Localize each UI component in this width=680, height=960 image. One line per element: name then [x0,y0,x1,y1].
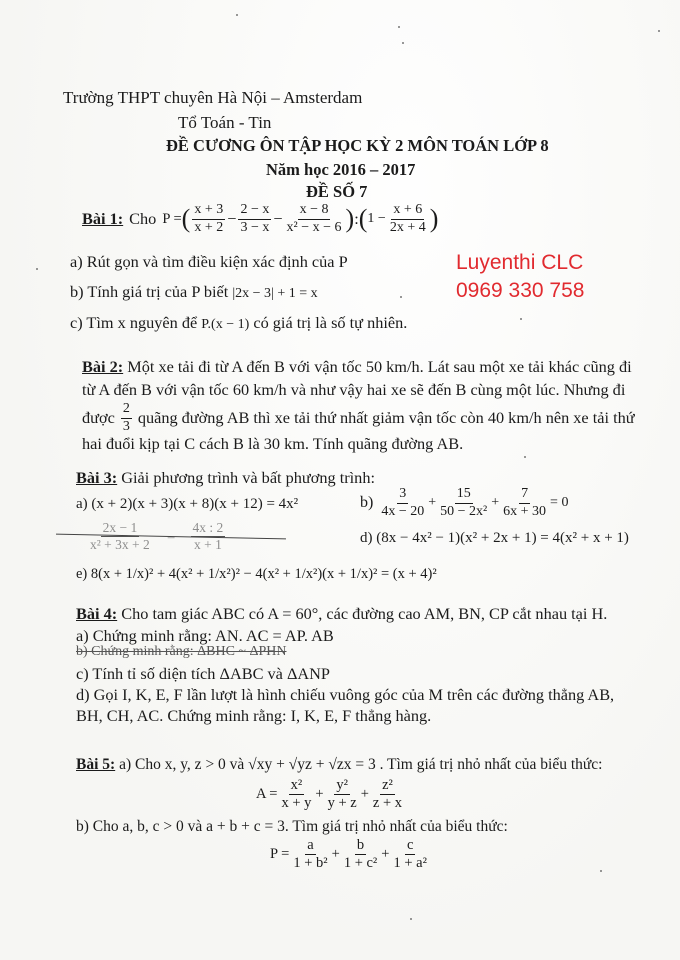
bai3-part-e: e) 8(x + 1/x)² + 4(x² + 1/x²)² − 4(x² + 1/x²)(x + 1/x)² = (x + 4)² [76,566,437,582]
bai4-part-a: a) Chứng minh rằng: AN. AC = AP. AB [76,626,334,645]
frac-den: 3 − x [240,219,270,235]
frac-den: 2x + 4 [389,219,426,235]
school-name: Trường THPT chuyên Hà Nội – Amsterdam [63,88,363,107]
bai3-b-label: b) [360,494,374,512]
bai2-line1 [82,357,632,377]
watermark-brand: Luyenthi CLC [456,251,584,274]
frac-num: y² [334,778,350,795]
bai4-part-d2: BH, CH, AC. Chứng minh rằng: I, K, E, F thẳng hàng. [76,706,432,725]
frac-num: z² [380,778,395,795]
bai1-frac-1 [192,203,225,235]
bai2-text-3a: được [82,408,115,428]
bai5-P-frac2 [342,838,379,871]
document-title: ĐỀ CƯƠNG ÔN TẬP HỌC KỲ 2 MÔN TOÁN LỚP 8 [166,136,549,155]
paper-speck [658,30,660,32]
bai1-frac-3 [285,203,344,235]
frac-num: x² [289,778,305,795]
paper-speck [236,14,238,16]
paper-speck [600,870,602,872]
frac-num: 4x : 2 [191,521,226,537]
bai3-label: Bài 3: [76,468,118,487]
frac-den: 50 − 2x² [440,503,488,519]
bai5-A-frac1 [279,778,313,811]
paper-speck [524,456,526,458]
bai5-part-b-intro: b) Cho a, b, c > 0 và a + b + c = 3. Tìm giá trị nhỏ nhất của biểu thức: [76,818,508,835]
bai5-P-frac3 [391,838,428,871]
bai3-part-d: d) (8x − 4x² − 1)(x² + 2x + 1) = 4(x² + x + 1) [360,530,629,546]
bai4-intro: Cho tam giác ABC có A = 60°, các đường cao AM, BN, CP cắt nhau tại H. [121,604,608,623]
division-sign: : [354,209,359,229]
watermark-phone: 0969 330 758 [456,279,585,302]
bai1-b-expr: |2x − 3| + 1 = x [232,286,318,301]
bai1-frac-4 [388,203,428,235]
bai1-c-expr: P.(x − 1) [201,317,250,332]
frac-den: 6x + 30 [503,503,547,519]
frac-num: b [355,838,366,855]
paper-speck [410,918,412,920]
bai5-expr-P: P = $\frac{a}{\text{1 + b²}}$ + $\frac{b}{\text{1 + c²}}$ + $\frac{c}{\text{1 + a²}}$ [270,837,427,872]
frac-num: 15 [455,487,473,504]
bai4-part-c: c) Tính tỉ số diện tích ΔABC và ΔANP [76,664,330,683]
frac-num: x − 8 [298,203,331,220]
bai5-A-frac3 [371,778,404,811]
frac-den: x² − x − 6 [286,219,342,235]
bai1-header: Bài 1: Cho P = ( $\frac{x + 3}{x + 2}$ − $\frac{2 - x}{3 - x}$ − $\frac{x - 8}{\text{x² − x − 6}}$ ) : ( 1 − $\frac{x + 6}{2x + 4}$ ) [82,202,439,235]
frac-den: x² + 3x + 2 [90,537,150,553]
bai2-line3 [82,402,635,434]
frac-num: 2 − x [238,203,271,220]
bai3-part-a: a) (x + 2)(x + 3)(x + 8)(x + 12) = 4x² [76,496,299,512]
bai2-text-1: Một xe tải đi từ A đến B với vận tốc 50 km/h. Lát sau một xe tải khác cũng đi [127,357,632,376]
bai1-part-c [70,313,407,333]
paren-open: ( [181,204,191,234]
bai5-label: Bài 5: [76,756,116,773]
paren-close: ) [345,204,355,234]
bai3-c-frac1 [88,521,152,552]
bai1-one-minus: 1 − [367,211,386,227]
bai5-part-a-intro [76,756,602,774]
frac-den: 1 + c² [343,855,378,872]
bai3-b-frac2 [438,487,489,519]
paper-speck [400,296,402,298]
frac-den: 3 [122,418,130,434]
frac-num: 2x − 1 [101,521,140,537]
bai5-A-prefix: A = [256,786,278,803]
paper-speck [520,318,522,320]
bai5-P-prefix: P = [270,846,290,863]
frac-den: z + x [372,795,403,812]
bai2-label: Bài 2: [82,357,124,376]
bai1-c-text: c) Tìm x nguyên để [70,313,198,332]
frac-den: x + y [281,795,312,812]
frac-num: c [405,838,415,855]
frac-den: y + z [327,795,357,812]
bai3-header [76,468,375,488]
bai3-b-frac3 [501,487,548,519]
frac-den: x + 1 [193,537,222,553]
bai2-line4: hai đuổi kịp tại C cách B là 30 km. Tính quãng đường AB. [82,434,464,453]
frac-den: x + 2 [194,219,224,235]
bai3-intro: Giải phương trình và bất phương trình: [121,468,375,487]
frac-num: a [305,838,315,855]
bai3-part-c-faded: $\frac{2x - 1}{\text{x² + 3x + 2}}$ – $\frac{4x : 2}{x + 1}$ [90,520,224,553]
bai1-part-b [70,282,318,302]
bai4-part-d1: d) Gọi I, K, E, F lần lượt là hình chiếu vuông góc của M trên các đường thẳng AB, [76,685,615,704]
frac-num: 2 [121,402,132,419]
bai1-c-tail: có giá trị là số tự nhiên. [253,313,408,332]
paren-open: ( [358,204,368,234]
bai5-a-text: a) Cho x, y, z > 0 và √xy + √yz + √zx = 3 . Tìm giá trị nhỏ nhất của biểu thức: [119,756,603,773]
frac-den: 4x − 20 [381,503,425,519]
frac-num: 3 [397,487,408,504]
bai1-part-a: a) Rút gọn và tìm điều kiện xác định của P [70,252,348,271]
school-year: Năm học 2016 – 2017 [266,160,416,179]
bai4-part-b: b) Chứng minh rằng: ΔBHC ~ ΔPHN [76,644,287,659]
bai4-header [76,604,607,624]
department-name: Tổ Toán - Tin [178,113,272,132]
bai5-expr-A: A = $\frac{\text{x²}}{x + y}$ + $\frac{\text{y²}}{y + z}$ + $\frac{\text{z²}}{z + x}$ [256,777,403,812]
bai1-p-prefix: P = [162,210,182,227]
bai1-cho: Cho [129,209,157,229]
frac-den: 1 + a² [393,855,427,872]
bai2-fraction [121,402,132,434]
bai4-label: Bài 4: [76,604,118,623]
paper-speck [36,268,38,270]
exam-number: ĐỀ SỐ 7 [306,182,368,201]
bai1-b-text: b) Tính giá trị của P biết [70,282,229,301]
bai3-b-tail: = 0 [550,495,569,511]
bai3-b-frac1 [379,487,426,519]
paren-close: ) [429,204,439,234]
bai1-label: Bài 1: [82,209,124,229]
paper-speck [398,26,400,28]
bai1-frac-2 [238,203,271,235]
frac-num: x + 6 [391,203,424,220]
frac-num: 7 [519,487,530,504]
frac-den: 1 + b² [293,855,328,872]
frac-num: x + 3 [192,203,225,220]
bai2-line2: từ A đến B với vận tốc 60 km/h và như vậy hai xe sẽ đến B cùng một lúc. Nhưng đi [82,380,626,399]
paper-speck [402,42,404,44]
bai5-P-frac1 [291,838,329,871]
bai2-text-3b: quãng đường AB thì xe tải thứ nhất giảm vận tốc còn 40 km/h nên xe tải thứ [137,408,635,428]
bai3-part-b: b) $\frac{3}{4x - 20}$ + $\frac{15}{\text{50 − 2x²}}$ + $\frac{7}{6x + 30}$ = 0 [360,486,569,519]
bai5-A-frac2 [326,778,359,811]
